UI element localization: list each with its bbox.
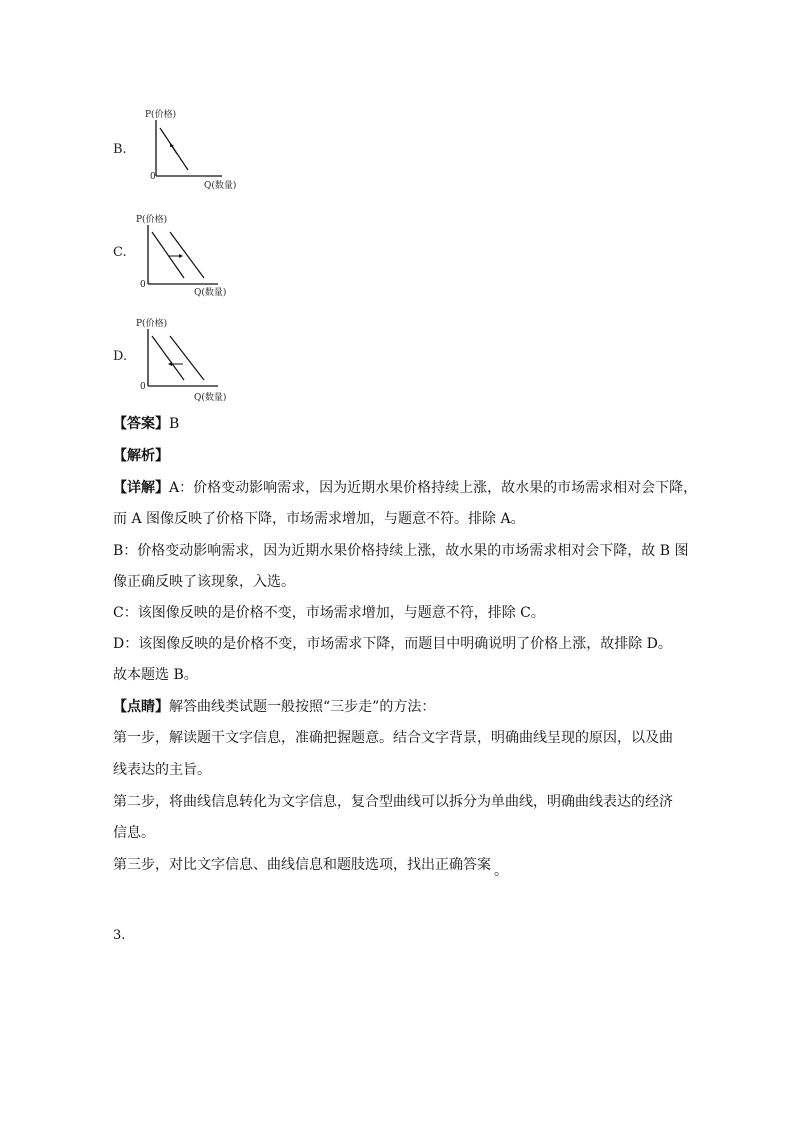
option-d-graph [134, 316, 254, 404]
tip-step1-line-a: 第一步，解读题干文字信息，准确把握题意。结合文字背景，明确曲线呈现的原因，以及曲 [113, 730, 673, 746]
option-c-curve-right [170, 232, 204, 278]
option-b-origin: 0 [150, 172, 156, 182]
detail-text-1: A：价格变动影响需求，因为近期水果价格持续上涨，故水果的市场需求相对会下降， [169, 480, 698, 496]
option-c-q-label: Q(数量) [194, 288, 227, 298]
option-b-p-label: P(价格) [145, 110, 177, 120]
tip-step2-line-a: 第二步，将曲线信息转化为文字信息，复合型曲线可以拆分为单曲线，明确曲线表达的经济 [113, 794, 673, 810]
option-c-letter: C. [113, 245, 127, 260]
detail-line-2: 而 A 图像反映了价格下降，市场需求增加，与题意不符。排除 A。 [113, 511, 525, 527]
tip-step2-line-b: 信息。 [113, 825, 155, 841]
tip-tag: 【点睛】 [113, 699, 169, 715]
option-d-p-label: P(价格) [136, 319, 168, 329]
detail-line-7: 故本题选 B。 [113, 667, 198, 683]
option-d-origin: 0 [140, 382, 146, 392]
option-b-arrow-head [170, 143, 174, 147]
tip-intro-text: 解答曲线类试题一般按照“三步走”的方法： [169, 699, 436, 715]
analysis-tag: 【解析】 [113, 448, 169, 464]
option-b-q-label: Q(数量) [204, 181, 237, 191]
answer-line [113, 414, 179, 434]
option-d-letter: D. [113, 349, 128, 364]
detail-line-6: D：该图像反映的是价格不变，市场需求下降，而题目中明确说明了价格上涨，故排除 D。 [113, 636, 672, 652]
option-d-curve-left [152, 336, 184, 380]
option-c-p-label: P(价格) [136, 215, 168, 225]
next-question-number: 3. [113, 928, 126, 943]
option-b-graph [140, 108, 260, 193]
detail-line-5: C：该图像反映的是价格不变，市场需求增加，与题意不符，排除 C。 [113, 605, 545, 621]
detail-line-4: 像正确反映了该现象，入选。 [113, 574, 295, 590]
option-c-arrow-head [179, 254, 183, 258]
option-d-curve-right [170, 336, 204, 380]
tip-step3-line [113, 855, 508, 879]
answer-value: B [169, 416, 180, 432]
tip-step1-line-b: 线表达的主旨。 [113, 762, 211, 778]
option-d-arrow-head [168, 362, 172, 366]
option-b-letter: B. [113, 142, 127, 157]
tip-step3-text: 第三步，对比文字信息、曲线信息和题肢选项，找出正确答案 [113, 857, 491, 873]
detail-tag: 【详解】 [113, 480, 169, 496]
option-d-q-label: Q(数量) [194, 393, 227, 403]
tip-line-intro [113, 697, 435, 717]
tip-step3-period: 。 [494, 863, 508, 879]
answer-tag: 【答案】 [113, 416, 169, 432]
option-c-graph [134, 212, 254, 300]
option-c-origin: 0 [140, 280, 146, 290]
analysis-line [113, 446, 169, 466]
detail-line-1 [113, 478, 697, 498]
detail-line-3: B：价格变动影响需求，因为近期水果价格持续上涨，故水果的市场需求相对会下降，故 B 图 [113, 543, 689, 559]
